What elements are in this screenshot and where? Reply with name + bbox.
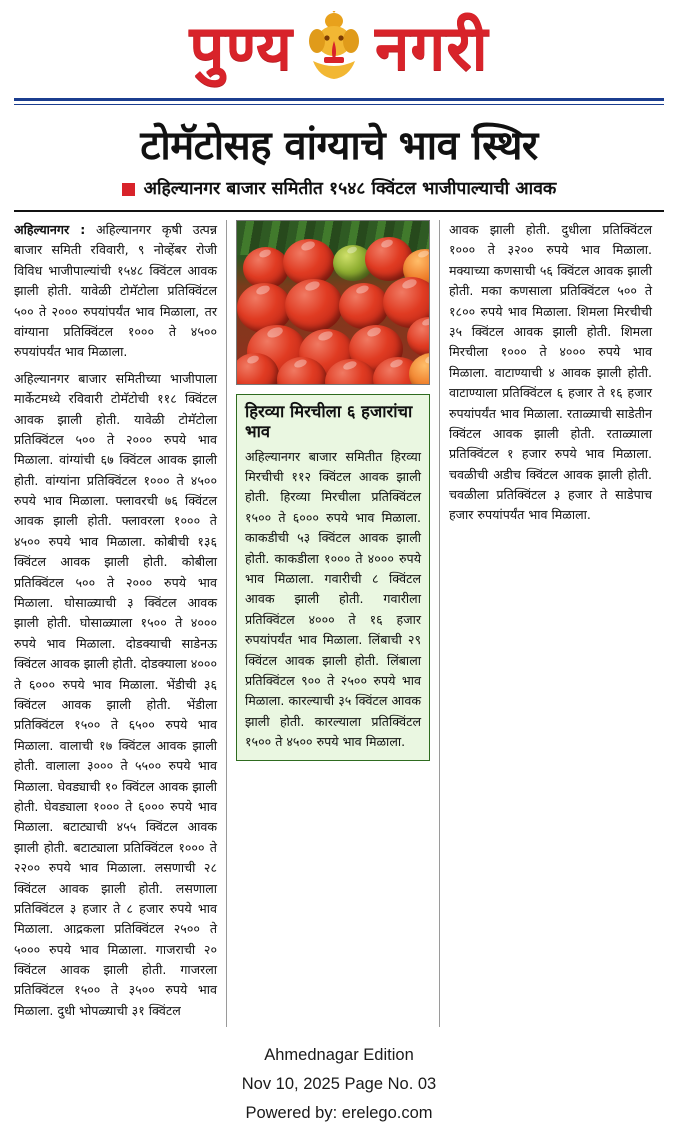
headline-divider (14, 210, 664, 212)
masthead-title (189, 11, 488, 85)
masthead (0, 0, 678, 96)
masthead-divider (14, 98, 664, 101)
footer-edition: Ahmednagar Edition (264, 1046, 414, 1065)
tomatoes-photo (236, 220, 430, 385)
footer-powered-by: Powered by: erelego.com (245, 1103, 433, 1122)
masthead-title-left: पुण्य (189, 11, 293, 84)
highlight-box-text: अहिल्यानगर बाजार समितीत हिरव्या मिरचीची ११२ क्विंटल आवक झाली होती. हिरव्या मिरचीला प्रतिक्विंटल १५०० ते ६००० रुपये भाव मिळाला. काकडीची ५३ क्विंटल आवक झाली होती. काकडीला १००० ते ४००० रुपये भाव मिळाला. गवारीची ८ क्विंटल आवक झाली होती. गवारीला प्रतिक्विंटल ४००० ते १६ हजार रुपयांपर्यंत भाव मिळाला. लिंबाची २९ क्विंटल आवक झाली होती. लिंबाला प्रतिक्विंटल ९०० ते २५०० रुपये भाव मिळाला. कारल्याची ३५ क्विंटल आवक झाली होती. कारल्याला प्रतिक्विंटल १५०० ते ४५०० रुपये भाव मिळाला. (245, 448, 421, 750)
article-subhead-row (14, 179, 664, 200)
article-subhead: अहिल्यानगर बाजार समितीत १५४८ क्विंटल भाजीपाल्याची आवक (143, 179, 557, 199)
paragraph-text: आवक झाली होती. दुधीला प्रतिक्विंटल १००० ते ३२०० रुपये भाव मिळाला. मक्याच्या कणसाची ५६ क्विंटल आवक झाली होती. मका कणसाला प्रतिक्विंटल ५०० ते १८०० रुपये भाव मिळाला. शिमला मिरचीची ३५ क्विंटल आवक झाली होती. शिमला मिरचीला १००० ते ४००० रुपये भाव मिळाला. वाटाण्याची ४ आवक झाली होती. वाटाण्याला प्रतिक्विंटल ६ हजार ते १६ हजार रुपयांपर्यंत भाव मिळाला. रताळ्याची साडेतीन क्विंटल आवक झाली होती. रताळ्याला प्रतिक्विंटल १ हजार रुपये भाव मिळाला. चवळीची अडीच क्विंटल आवक झाली होती. चवळीला प्रतिक्विंटल ३ हजार ते साडेपाच हजार रुपयांपर्यंत भाव मिळाला. (449, 222, 652, 523)
highlight-box-title: हिरव्या मिरचीला ६ हजारांचा भाव (245, 402, 413, 441)
page-footer (14, 1041, 664, 1128)
dateline: अहिल्यानगर : (14, 222, 86, 237)
highlight-box (236, 394, 430, 761)
ganesha-logo-icon (303, 11, 365, 85)
paragraph-text: अहिल्यानगर कृषी उत्पन्न बाजार समिती रविवारी, ९ नोव्हेंबर रोजी विविध भाजीपाल्यांची १५४८ क्विंटल आवक झाली होती. यावेळी टोमॅटोला प्रतिक्विंटल ५०० ते २००० रुपयांपर्यंत भाव मिळाला, तर वांग्याना प्रतिक्विंटल १००० ते ४५०० रुपयांपर्यंत भाव मिळाला. (14, 222, 217, 360)
masthead-divider-thin (14, 104, 664, 105)
square-bullet-icon (122, 183, 135, 196)
paragraph (449, 220, 652, 526)
masthead-title-right: नगरी (374, 11, 489, 84)
footer-date-page: Nov 10, 2025 Page No. 03 (241, 1075, 437, 1094)
article-headline: टोमॅटोसह वांग्याचे भाव स्थिर (140, 123, 538, 169)
article-column-2 (227, 220, 439, 1027)
paragraph (14, 220, 217, 363)
article-column-3 (440, 220, 652, 1027)
paragraph (14, 369, 217, 1022)
article-column-1 (14, 220, 226, 1027)
article-body (14, 220, 664, 1027)
paragraph-text: अहिल्यानगर बाजार समितीच्या भाजीपाला मार्केटमध्ये रविवारी टोमॅटोची ११८ क्विंटल आवक झाली होती. यावेळी टोमॅटोला प्रतिक्विंटल ५०० ते २००० रुपये भाव मिळाला. वांग्यांची ६७ क्विंटल आवक झाली होती. वांग्यांना प्रतिक्विंटल १००० ते ४५०० रुपये भाव मिळाला. फ्लावरची ७६ क्विंटल आवक झाली होती. फ्लावरला १००० ते ४५०० रुपये भाव मिळाला. कोबीची १३६ क्विंटल आवक झाली होती. कोबीला प्रतिक्विंटल ५०० ते २००० रुपये भाव मिळाला. घोसाळ्याची ३ क्विंटल आवक झाली होती. घोसाळ्याला १५०० ते ४००० रुपये भाव मिळाला. दोडक्याची साडेनऊ क्विंटल आवक झाली होती. दोडक्याला ४००० ते ६००० रुपये भाव मिळाला. भेंडीची ३६ क्विंटल आवक झाली होती. भेंडीला प्रतिक्विंटल १५०० ते ६५०० रुपये भाव मिळाला. वालाची १७ क्विंटल आवक झाली होती. वालाला ३००० ते ५५०० रुपये भाव मिळाला. घेवड्याची १० क्विंटल आवक झाली होती. घेवड्याला १००० ते ६००० रुपये भाव मिळाला. बटाट्याची ४५५ क्विंटल आवक झाली होती. बटाट्याला प्रतिक्विंटल १००० ते २२०० रुपये भाव मिळाला. लसणाची २८ क्विंटल आवक झाली होती. लसणाला प्रतिक्विंटल ३ हजार ते ८ हजार रुपये भाव मिळाला. आद्रकला प्रतिक्विंटल २५०० ते ५००० रुपये भाव मिळाला. गाजराची २० क्विंटल आवक झाली होती. गाजरला प्रतिक्विंटल १५०० ते ३५०० रुपये भाव मिळाला. दुधी भोपळ्याची ३१ क्विंटल (14, 370, 217, 1018)
